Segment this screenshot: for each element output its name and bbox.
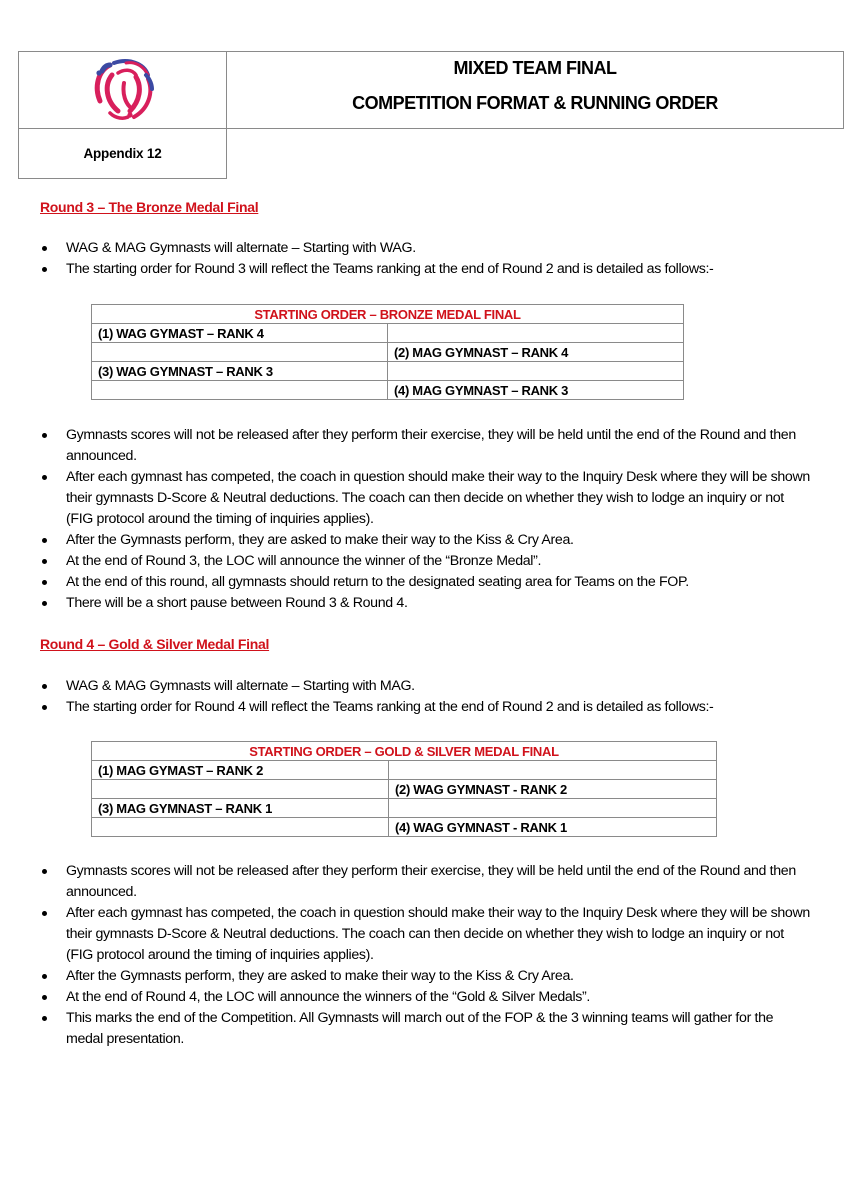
list-item: After the Gymnasts perform, they are asked to make their way to the Kiss & Cry Area. <box>40 966 810 987</box>
table-cell: (2) MAG GYMNAST – RANK 4 <box>388 343 684 362</box>
table-cell: (3) WAG GYMNAST – RANK 3 <box>92 362 388 381</box>
table-cell: (4) MAG GYMNAST – RANK 3 <box>388 381 684 400</box>
header-divider <box>226 128 227 179</box>
table-row <box>92 324 684 343</box>
table-row <box>92 818 717 837</box>
table-row <box>92 780 717 799</box>
list-item: The starting order for Round 3 will reflect the Teams ranking at the end of Round 2 and is detailed as follows:- <box>40 259 810 280</box>
table-row <box>92 381 684 400</box>
gold-silver-starting-order-table <box>91 741 717 837</box>
round4-heading: Round 4 – Gold & Silver Medal Final <box>40 636 270 652</box>
table-cell: (2) WAG GYMNAST - RANK 2 <box>389 780 717 799</box>
list-item: At the end of this round, all gymnasts should return to the designated seating area for Teams on the FOP. <box>40 572 810 593</box>
list-item: After each gymnast has competed, the coach in question should make their way to the Inquiry Desk where they will be shown their gymnasts D-Score & Neutral deductions. The coach can then decide on whether they wish to lodge an inquiry or not (FIG protocol around the timing of inquiries applies). <box>40 467 810 530</box>
table-title: STARTING ORDER – GOLD & SILVER MEDAL FINAL <box>92 742 717 761</box>
round3-rules-list <box>40 425 810 614</box>
title-cell <box>226 51 844 129</box>
list-item: WAG & MAG Gymnasts will alternate – Starting with WAG. <box>40 238 810 259</box>
table-cell <box>388 362 684 381</box>
table-row <box>92 343 684 362</box>
table-cell <box>92 780 389 799</box>
round4-rules-list <box>40 861 810 1050</box>
table-cell: (3) MAG GYMNAST – RANK 1 <box>92 799 389 818</box>
table-cell: (1) WAG GYMAST – RANK 4 <box>92 324 388 343</box>
list-item: Gymnasts scores will not be released after they perform their exercise, they will be held until the end of the Round and then announced. <box>40 861 810 903</box>
table-cell: (4) WAG GYMNAST - RANK 1 <box>389 818 717 837</box>
list-item: After the Gymnasts perform, they are asked to make their way to the Kiss & Cry Area. <box>40 530 810 551</box>
gymnastics-logo-icon <box>88 57 158 123</box>
table-cell <box>389 761 717 780</box>
table-cell: (1) MAG GYMAST – RANK 2 <box>92 761 389 780</box>
table-cell <box>389 799 717 818</box>
list-item: WAG & MAG Gymnasts will alternate – Starting with MAG. <box>40 676 810 697</box>
table-title: STARTING ORDER – BRONZE MEDAL FINAL <box>92 305 684 324</box>
list-item: The starting order for Round 4 will reflect the Teams ranking at the end of Round 2 and is detailed as follows:- <box>40 697 810 718</box>
list-item: This marks the end of the Competition. All Gymnasts will march out of the FOP & the 3 winning teams will gather for the medal presentation. <box>40 1008 810 1050</box>
list-item: There will be a short pause between Round 3 & Round 4. <box>40 593 810 614</box>
table-row <box>92 799 717 818</box>
list-item: At the end of Round 4, the LOC will announce the winners of the “Gold & Silver Medals”. <box>40 987 810 1008</box>
table-row <box>92 362 684 381</box>
appendix-cell <box>18 128 227 179</box>
round3-heading: Round 3 – The Bronze Medal Final <box>40 199 259 215</box>
document-subtitle: COMPETITION FORMAT & RUNNING ORDER <box>352 93 718 113</box>
list-item: At the end of Round 3, the LOC will announce the winner of the “Bronze Medal”. <box>40 551 810 572</box>
table-cell <box>92 381 388 400</box>
bronze-starting-order-table <box>91 304 684 400</box>
table-cell <box>388 324 684 343</box>
round4-intro-list <box>40 676 810 718</box>
round3-intro-list <box>40 238 810 280</box>
list-item: Gymnasts scores will not be released after they perform their exercise, they will be held until the end of the Round and then announced. <box>40 425 810 467</box>
appendix-label: Appendix 12 <box>83 146 162 161</box>
document-title: MIXED TEAM FINAL <box>453 58 617 78</box>
list-item: After each gymnast has competed, the coach in question should make their way to the Inquiry Desk where they will be shown their gymnasts D-Score & Neutral deductions. The coach can then decide on whether they wish to lodge an inquiry or not (FIG protocol around the timing of inquiries applies). <box>40 903 810 966</box>
table-cell <box>92 818 389 837</box>
table-cell <box>92 343 388 362</box>
logo-cell <box>18 51 227 129</box>
table-row <box>92 761 717 780</box>
